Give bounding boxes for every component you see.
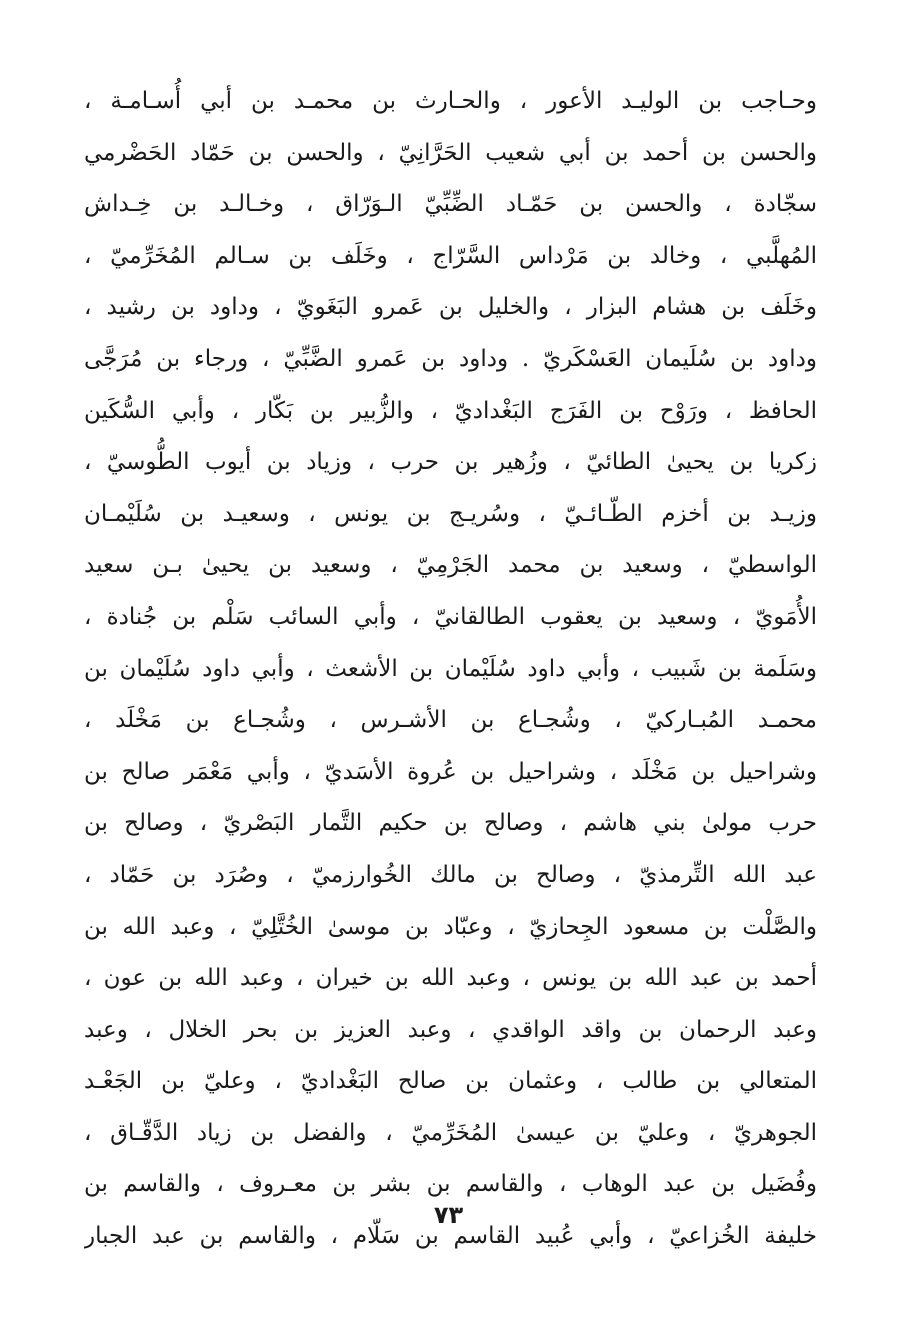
body-text: [84, 76, 817, 1263]
text-line-6: وداود بن سُلَيمان العَسْكَريّ . وداود بن عَمرو الضَّبِّيّ ، ورجاء بن مُرَجَّى: [84, 345, 817, 372]
text-line-15: حرب مولىٰ بني هاشم ، وصالح بن حكيم التَّمار البَصْريّ ، وصالح بن: [84, 810, 817, 837]
text-line-18: أحمد بن عبد الله بن يونس ، وعبد الله بن خيران ، وعبد الله بن عون ،: [84, 965, 817, 992]
text-line-16: عبد الله التِّرمذيّ ، وصالح بن مالك الخُوارزميّ ، وصُرَد بن حَمّاد ،: [84, 861, 817, 888]
text-line-20: المتعالي بن طالب ، وعثمان بن صالح البَغْداديّ ، وعليّ بن الجَعْـد: [84, 1068, 817, 1095]
text-line-10: الواسطيّ ، وسعيد بن محمد الجَرْمِيّ ، وسعيد بن يحيىٰ بـن سعيد: [84, 552, 817, 579]
text-line-4: المُهلَّبي ، وخالد بن مَرْداس السَّرّاج ، وخَلَف بن سـالم المُخَرِّميّ ،: [84, 242, 817, 269]
text-line-13: محمـد المُبـاركيّ ، وشُجـاع بن الأشـرس ، وشُجـاع بن مَخْلَد ،: [84, 707, 817, 734]
text-line-9: وزيـد بن أخزم الطّـائـيّ ، وسُريـج بن يونس ، وسعيـد بن سُلَيْمـان: [84, 500, 817, 527]
text-line-11: الأُمَويّ ، وسعيد بن يعقوب الطالقانيّ ، وأبي السائب سَلْم بن جُنادة ،: [84, 603, 817, 630]
text-line-8: زكريا بن يحيىٰ الطائيّ ، وزُهير بن حرب ، وزياد بن أيوب الطُّوسيّ ،: [84, 449, 817, 476]
text-line-21: الجوهريّ ، وعليّ بن عيسىٰ المُخَرِّميّ ، والفضل بن زياد الدَّقّـاق ،: [84, 1119, 817, 1146]
text-line-14: وشراحيل بن مَخْلَد ، وشراحيل بن عُروة الأسَديّ ، وأبي مَعْمَر صالح بن: [84, 758, 817, 785]
text-line-3: سجّادة ، والحسن بن حَمّـاد الضِّبِّيّ الـوَرّاق ، وخـالـد بن خِـداش: [84, 191, 817, 218]
text-line-12: وسَلَمة بن شَبيب ، وأبي داود سُلَيْمان بن الأشعث ، وأبي داود سُلَيْمان بن: [84, 655, 817, 682]
text-line-23: خليفة الخُزاعيّ ، وأبي عُبيد القاسم بن سَلّام ، والقاسم بن عبد الجبار: [84, 1223, 817, 1250]
text-line-2: والحسن بن أحمد بن أبي شعيب الحَرَّانِيّ ، والحسن بن حَمّاد الحَضْرمي: [84, 139, 817, 166]
text-line-19: وعبد الرحمان بن واقد الواقدي ، وعبد العزيز بن بحر الخلال ، وعبد: [84, 1016, 817, 1043]
text-line-7: الحافظ ، ورَوْح بن الفَرَج البَغْداديّ ، والزُّبير بن بَكّار ، وأبي السُّكَين: [84, 397, 817, 424]
text-line-1: وحـاجب بن الوليـد الأعور ، والحـارث بن محمـد بن أبي أُسـامـة ،: [84, 88, 817, 114]
page-number: ٧٣: [433, 1201, 464, 1229]
text-line-17: والصَّلْت بن مسعود الجِحازيّ ، وعبّاد بن موسىٰ الخُتَّلِيّ ، وعبد الله بن: [84, 913, 817, 940]
text-line-22: وفُضَيل بن عبد الوهاب ، والقاسم بن بشر بن معـروف ، والقاسم بن: [84, 1171, 817, 1198]
text-line-5: وخَلَف بن هشام البزار ، والخليل بن عَمرو البَغَويّ ، وداود بن رشيد ،: [84, 294, 817, 321]
